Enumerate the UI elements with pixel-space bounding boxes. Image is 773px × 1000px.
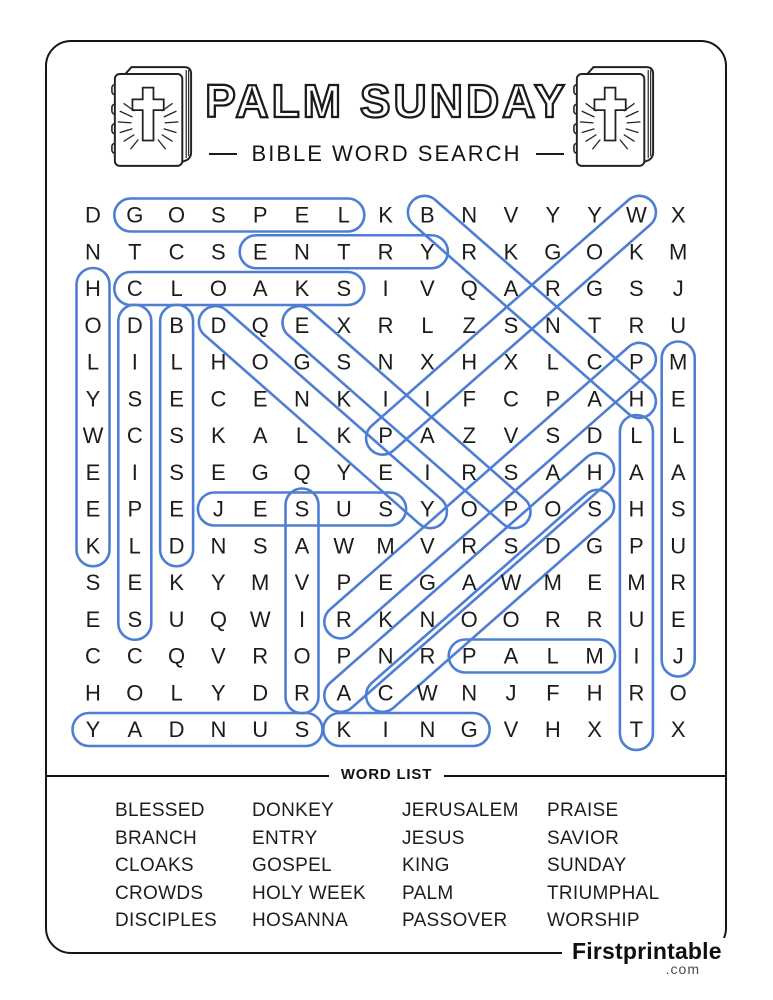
word-list-item: CROWDS [115,882,204,904]
grid-letter: O [502,606,520,632]
grid-letter: D [85,202,101,228]
grid-letter: W [249,606,271,632]
grid-letter: I [382,717,389,742]
grid-letter: R [461,239,478,265]
word-list-item: PALM [402,882,454,904]
grid-letter: M [543,570,562,595]
grid-letter: C [126,276,143,301]
grid-letter: C [168,239,185,265]
grid-letter: J [672,276,684,301]
grid-letter: E [169,496,184,522]
grid-letter: V [503,717,519,742]
page-subtitle: BIBLE WORD SEARCH [251,141,522,166]
grid-letter: G [126,202,144,228]
word-list-item: ENTRY [252,827,318,849]
grid-letter: G [293,349,311,375]
grid-letter: A [587,386,602,412]
grid-letter: S [211,239,226,265]
grid-letter: Q [293,459,311,485]
grid-letter: S [211,202,226,228]
grid-letter: F [546,680,560,706]
grid-letter: L [630,423,643,448]
grid-letter: N [461,680,478,706]
grid-letter: S [169,459,184,485]
grid-letter: K [169,570,184,595]
grid-letter: P [378,423,393,448]
grid-letter: S [169,423,184,448]
grid-letter: D [168,533,185,559]
grid-letter: Y [420,239,435,265]
word-list-item: WORSHIP [547,910,640,932]
grid-letter: K [336,423,352,448]
grid-letter: P [461,643,477,669]
grid-letter: S [127,606,143,632]
grid-letter: I [131,349,138,375]
grid-letter: S [336,276,352,301]
grid-letter: S [294,717,310,742]
grid-letter: G [418,570,436,595]
answer-circle-crowds [359,483,621,719]
grid-letter: E [252,239,268,265]
grid-letter: P [336,570,352,595]
grid-letter: G [544,239,562,265]
grid-letter: N [419,717,436,742]
word-list-item: KING [402,855,450,877]
grid-letter: G [586,276,604,301]
grid-letter: O [544,496,562,522]
grid-letter: Y [545,202,561,228]
word-list-item: SUNDAY [547,855,627,877]
grid-letter: I [298,606,306,632]
grid-letter: C [85,643,101,669]
word-search-grid [50,190,730,765]
grid-letter: R [335,606,352,632]
grid-letter: O [293,643,311,669]
word-list-item: SAVIOR [547,827,620,849]
grid-letter: N [294,239,310,265]
grid-letter: P [127,496,143,522]
grid-letter: S [336,349,352,375]
grid-letter: E [85,459,101,485]
grid-letter: K [294,276,310,301]
grid-letter: L [128,533,141,559]
grid-letter: L [170,349,183,375]
subtitle-dash-left [209,153,237,156]
grid-letter: I [382,386,389,412]
grid-letter: P [629,533,644,559]
grid-letter: E [670,386,686,412]
word-list-item: DONKEY [252,800,335,821]
word-list-column [115,797,217,935]
grid-letter: F [462,386,476,412]
grid-letter: W [626,202,647,228]
grid-letter: E [294,202,310,228]
word-list-item: BLESSED [115,800,205,821]
grid-letter: K [336,717,352,742]
grid-letter: M [669,349,688,375]
grid-letter: L [295,423,309,448]
grid-letter: U [670,312,687,338]
grid-letter: P [629,349,644,375]
grid-letter: S [503,312,519,338]
grid-letter: R [670,570,687,595]
grid-letter: B [169,312,184,338]
grid-letter: E [127,570,143,595]
grid-letter: O [168,202,186,228]
grid-letter: G [460,717,478,742]
grid-letter: L [672,423,685,448]
grid-letter: B [420,202,435,228]
grid-letter: S [378,496,393,522]
grid-letter: A [420,423,435,448]
grid-letter: H [461,349,478,375]
grid-letter: P [503,496,519,522]
subtitle-row [0,141,773,167]
grid-letter: L [421,312,434,338]
grid-letter: I [131,459,138,485]
grid-letter: A [503,643,519,669]
grid-letter: Q [460,276,478,301]
page-title: PALM SUNDAY [205,75,568,127]
grid-letter: N [544,312,561,338]
grid-letter: H [586,680,603,706]
grid-letter: M [585,643,604,669]
grid-letter: L [546,349,559,375]
grid-letter: O [586,239,604,265]
grid-letter: S [545,423,561,448]
word-list-item: HOSANNA [252,910,349,932]
grid-letter: E [378,570,393,595]
grid-letter: A [670,459,686,485]
grid-letter: E [294,312,310,338]
grid-letter: V [420,276,435,301]
grid-letter: H [85,680,101,706]
grid-letter: C [126,643,143,669]
grid-letter: U [628,606,645,632]
grid-letter: Q [209,606,227,632]
grid-letter: V [503,423,519,448]
grid-letter: K [503,239,519,265]
grid-letter: N [419,606,436,632]
grid-letter: T [337,239,351,265]
grid-letter: N [294,386,310,412]
grid-letter: C [210,386,227,412]
grid-letter: S [629,276,644,301]
subtitle-dash-right [536,153,564,156]
grid-letter: E [670,606,686,632]
grid-letter: Y [85,717,101,742]
grid-letter: Q [168,643,186,669]
grid-letter: H [210,349,227,375]
grid-letter: A [252,276,268,301]
grid-letter: P [252,202,268,228]
word-list-label: WORD LIST [329,766,444,783]
grid-letter: C [377,680,394,706]
grid-letter: K [629,239,644,265]
grid-letter: A [127,717,143,742]
word-list-divider [47,766,726,783]
answer-circle-sunday [73,713,323,746]
grid-letter: K [211,423,226,448]
grid-letter: S [127,386,143,412]
grid-letter: X [670,202,686,228]
grid-letter: V [503,202,519,228]
grid-letter: T [629,717,644,742]
grid-letter: I [424,459,431,485]
answer-circle-praise [276,299,538,535]
word-list-column [402,797,519,935]
grid-letter: R [628,680,645,706]
grid-letter: O [209,276,227,301]
grid-letter: Y [211,680,226,706]
grid-letter: L [546,643,559,669]
grid-letter: O [460,606,478,632]
grid-letter: R [377,239,394,265]
grid-letter: N [461,202,478,228]
grid-letter: L [170,680,183,706]
grid-letter: K [336,386,352,412]
brand-logo-suffix: .com [665,961,700,977]
grid-letter: J [672,643,684,669]
grid-letter: R [544,606,561,632]
grid-letter: E [85,496,101,522]
grid-letter: R [419,643,436,669]
grid-letter: D [252,680,269,706]
grid-letter: E [378,459,393,485]
grid-letter: N [210,533,227,559]
grid-letter: Y [211,570,226,595]
grid-letter: X [670,717,686,742]
grid-letter: L [170,276,183,301]
grid-letter: Y [420,496,435,522]
grid-letter: K [378,202,393,228]
grid-letter: R [461,459,478,485]
grid-letter: H [85,276,101,301]
grid-letter: R [252,643,269,669]
grid-letter: J [212,496,224,522]
grid-letter: K [378,606,393,632]
grid-letter: H [586,459,603,485]
grid-letter: O [251,349,269,375]
grid-letter: I [424,386,431,412]
grid-letter: Y [85,386,101,412]
grid-letter: A [294,533,310,559]
grid-letter: N [377,643,394,669]
grid-letter: D [544,533,561,559]
grid-letter: Z [462,312,476,338]
grid-letter: O [460,496,478,522]
grid-letter: X [587,717,602,742]
grid-letter: R [461,533,478,559]
grid-letter: W [500,570,522,595]
grid-letter: I [382,276,389,301]
word-list-item: GOSPEL [252,855,332,877]
grid-letter: E [211,459,226,485]
grid-letter: A [461,570,477,595]
grid-letter: C [503,386,519,412]
grid-letter: S [85,570,101,595]
grid-letter: O [84,312,102,338]
grid-letter: T [587,312,602,338]
grid-letter: W [333,533,355,559]
answer-circle-branch [401,190,663,425]
grid-letter: Y [587,202,602,228]
grid-letter: V [420,533,435,559]
grid-letter: C [126,423,143,448]
word-list-column [252,797,366,935]
grid-letter: R [377,312,394,338]
answer-circle-cloaks [114,272,364,305]
grid-letter: O [669,680,687,706]
grid-letter: Z [462,423,476,448]
grid-letter: U [168,606,185,632]
grid-letter: M [669,239,688,265]
answer-circle-donkey [192,299,454,535]
grid-letter: W [417,680,438,706]
grid-letter: W [82,423,104,448]
grid-letter: S [503,533,519,559]
word-list-item: JESUS [402,827,465,849]
grid-letter: P [545,386,561,412]
grid-letter: N [210,717,227,742]
grid-letter: R [586,606,603,632]
brand-logo: Firstprintable [566,938,728,965]
grid-letter: A [545,459,561,485]
grid-letter: D [210,312,227,338]
grid-letter: E [252,496,268,522]
grid-letter: P [336,643,352,669]
word-list-item: JERUSALEM [402,800,519,821]
word-list-item: HOLY WEEK [252,882,366,904]
grid-letter: K [85,533,101,559]
grid-letter: S [294,496,310,522]
grid-letter: V [294,570,310,595]
grid-letter: R [294,680,310,706]
grid-letter: H [628,386,645,412]
grid-letter: L [86,349,100,375]
grid-letter: R [628,312,645,338]
grid-letter: D [168,717,185,742]
grid-letter: M [251,570,270,595]
word-list-item: PASSOVER [402,910,508,932]
grid-letter: A [336,680,352,706]
grid-letter: D [126,312,143,338]
word-list-item: CLOAKS [115,855,194,877]
grid-letter: X [503,349,519,375]
grid-letter: S [670,496,686,522]
grid-letter: U [335,496,352,522]
grid-letter: U [252,717,269,742]
word-list-item: DISCIPLES [115,910,217,932]
grid-letter: E [169,386,184,412]
grid-letter: Y [336,459,352,485]
grid-letter: D [586,423,603,448]
grid-letter: O [126,680,144,706]
word-list-item: TRIUMPHAL [547,882,660,904]
grid-letter: N [85,239,101,265]
grid-letter: V [211,643,226,669]
grid-letter: C [586,349,603,375]
grid-letter: G [251,459,269,485]
grid-letter: N [377,349,394,375]
grid-letter: A [503,276,519,301]
grid-letter: S [587,496,602,522]
word-list-item: PRAISE [547,800,619,821]
grid-letter: E [85,606,101,632]
grid-letter: X [420,349,435,375]
grid-letter: A [629,459,644,485]
grid-letter: E [252,386,268,412]
grid-letter: Q [251,312,269,338]
grid-letter: I [633,643,640,669]
word-list-column [547,797,660,935]
grid-letter: S [252,533,268,559]
grid-letter: U [670,533,687,559]
grid-letter: M [627,570,646,595]
grid-letter: X [336,312,352,338]
answer-circle-passover [318,336,663,645]
grid-letter: R [544,276,561,301]
grid-letter: H [544,717,561,742]
grid-letter: M [376,533,395,559]
grid-letter: A [252,423,268,448]
grid-letter: E [587,570,602,595]
answer-circle-gospel [114,199,364,232]
grid-letter: S [503,459,519,485]
word-list-item: BRANCH [115,827,198,849]
grid-letter: L [337,202,350,228]
grid-letter: T [128,239,142,265]
grid-letter: J [505,680,517,706]
grid-letter: H [628,496,645,522]
grid-letter: G [586,533,604,559]
